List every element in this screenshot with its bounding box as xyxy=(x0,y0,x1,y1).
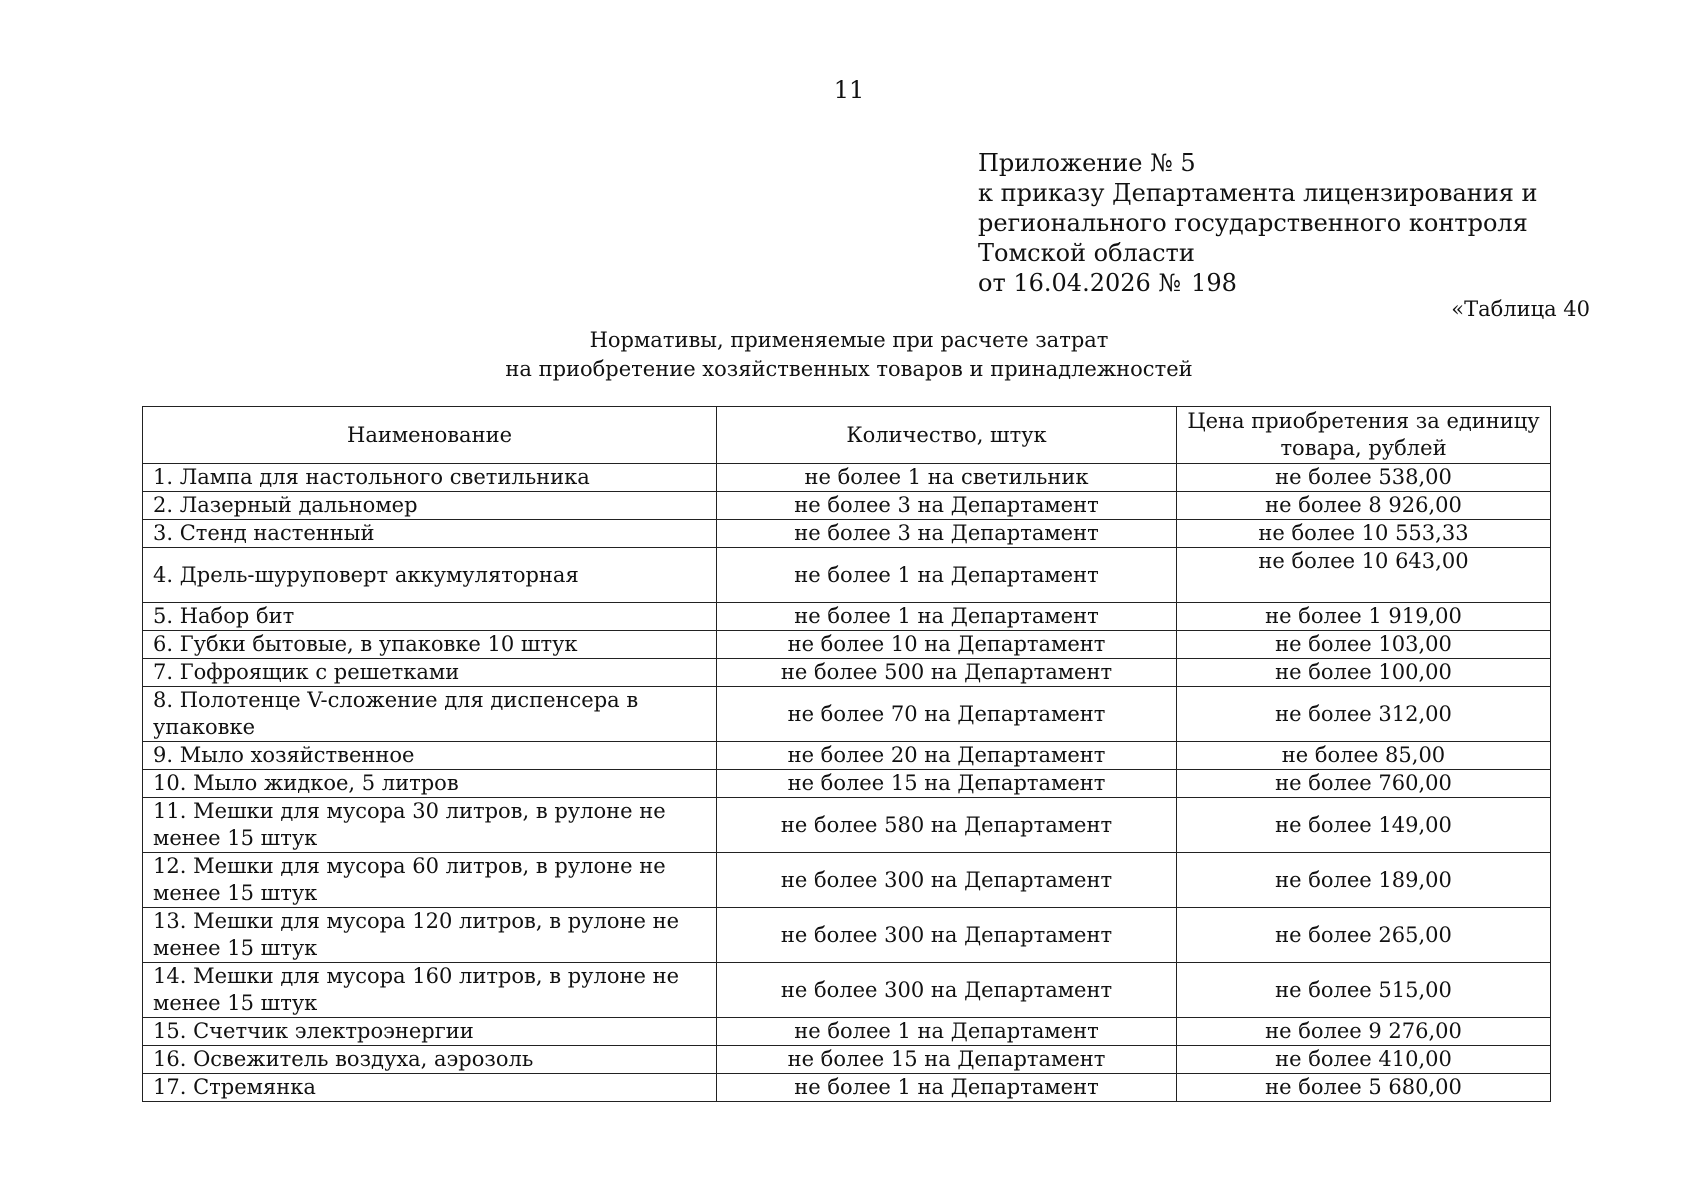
row-name: 9. Мыло хозяйственное xyxy=(143,742,717,770)
row-price: не более 760,00 xyxy=(1177,770,1551,798)
row-price: не более 10 553,33 xyxy=(1177,520,1551,548)
table-row xyxy=(143,631,1551,659)
row-quantity: не более 15 на Департамент xyxy=(717,1046,1177,1074)
row-quantity: не более 15 на Департамент xyxy=(717,770,1177,798)
row-name: 16. Освежитель воздуха, аэрозоль xyxy=(143,1046,717,1074)
row-name: 5. Набор бит xyxy=(143,603,717,631)
row-name: 15. Счетчик электроэнергии xyxy=(143,1018,717,1046)
table-row xyxy=(143,963,1551,1018)
row-price: не более 1 919,00 xyxy=(1177,603,1551,631)
table-title-line-2: на приобретение хозяйственных товаров и принадлежностей xyxy=(505,357,1193,381)
row-quantity: не более 300 на Департамент xyxy=(717,908,1177,963)
header-price: Цена приобретения за единицу товара, рублей xyxy=(1177,407,1551,464)
row-quantity: не более 20 на Департамент xyxy=(717,742,1177,770)
row-quantity: не более 3 на Департамент xyxy=(717,492,1177,520)
row-price: не более 189,00 xyxy=(1177,853,1551,908)
row-price: не более 149,00 xyxy=(1177,798,1551,853)
appendix-order-number: 198 xyxy=(1191,269,1237,297)
row-name: 17. Стремянка xyxy=(143,1074,717,1102)
row-quantity: не более 1 на Департамент xyxy=(717,1074,1177,1102)
row-name: 14. Мешки для мусора 160 литров, в рулоне не менее 15 штук xyxy=(143,963,717,1018)
header-quantity: Количество, штук xyxy=(717,407,1177,464)
row-price: не более 312,00 xyxy=(1177,687,1551,742)
table-row xyxy=(143,520,1551,548)
row-quantity: не более 1 на светильник xyxy=(717,464,1177,492)
table-row xyxy=(143,742,1551,770)
row-quantity: не более 1 на Департамент xyxy=(717,548,1177,603)
row-price: не более 9 276,00 xyxy=(1177,1018,1551,1046)
table-row xyxy=(143,1046,1551,1074)
row-quantity: не более 70 на Департамент xyxy=(717,687,1177,742)
row-price: не более 538,00 xyxy=(1177,464,1551,492)
table-row xyxy=(143,853,1551,908)
table-row xyxy=(143,687,1551,742)
table-row xyxy=(143,798,1551,853)
row-quantity: не более 1 на Департамент xyxy=(717,603,1177,631)
row-name: 6. Губки бытовые, в упаковке 10 штук xyxy=(143,631,717,659)
row-quantity: не более 10 на Департамент xyxy=(717,631,1177,659)
row-price: не более 103,00 xyxy=(1177,631,1551,659)
row-name: 8. Полотенце V-сложение для диспенсера в упаковке xyxy=(143,687,717,742)
header-name: Наименование xyxy=(143,407,717,464)
page-number: 11 xyxy=(833,76,865,104)
table-row xyxy=(143,492,1551,520)
row-name: 10. Мыло жидкое, 5 литров xyxy=(143,770,717,798)
table-row xyxy=(143,908,1551,963)
appendix-line-3: регионального государственного контроля xyxy=(978,209,1528,237)
row-quantity: не более 580 на Департамент xyxy=(717,798,1177,853)
row-price: не более 5 680,00 xyxy=(1177,1074,1551,1102)
row-price: не более 100,00 xyxy=(1177,659,1551,687)
table-row xyxy=(143,659,1551,687)
row-name: 12. Мешки для мусора 60 литров, в рулоне не менее 15 штук xyxy=(143,853,717,908)
row-price: не более 10 643,00 xyxy=(1177,548,1551,603)
table-row xyxy=(143,770,1551,798)
row-price: не более 85,00 xyxy=(1177,742,1551,770)
row-quantity: не более 1 на Департамент xyxy=(717,1018,1177,1046)
table-reference: «Таблица 40 xyxy=(1451,297,1590,321)
row-quantity: не более 300 на Департамент xyxy=(717,963,1177,1018)
row-name: 1. Лампа для настольного светильника xyxy=(143,464,717,492)
row-quantity: не более 300 на Департамент xyxy=(717,853,1177,908)
appendix-line-1: Приложение № 5 xyxy=(978,149,1196,177)
row-name: 7. Гофроящик с решетками xyxy=(143,659,717,687)
appendix-date: от 16.04.2026 № xyxy=(978,269,1182,297)
table-title xyxy=(0,326,1698,384)
row-price: не более 8 926,00 xyxy=(1177,492,1551,520)
table-row xyxy=(143,548,1551,603)
table-header-row xyxy=(143,407,1551,464)
row-name: 2. Лазерный дальномер xyxy=(143,492,717,520)
row-name: 13. Мешки для мусора 120 литров, в рулоне не менее 15 штук xyxy=(143,908,717,963)
row-quantity: не более 3 на Департамент xyxy=(717,520,1177,548)
table-row xyxy=(143,464,1551,492)
appendix-date-line xyxy=(978,268,1538,298)
appendix-line-4: Томской области xyxy=(978,239,1195,267)
row-price: не более 515,00 xyxy=(1177,963,1551,1018)
row-quantity: не более 500 на Департамент xyxy=(717,659,1177,687)
row-price: не более 410,00 xyxy=(1177,1046,1551,1074)
table-title-line-1: Нормативы, применяемые при расчете затрат xyxy=(589,328,1109,352)
table-row xyxy=(143,603,1551,631)
appendix-block xyxy=(978,148,1538,298)
row-price: не более 265,00 xyxy=(1177,908,1551,963)
appendix-line-2: к приказу Департамента лицензирования и xyxy=(978,179,1538,207)
table-row xyxy=(143,1018,1551,1046)
table-row xyxy=(143,1074,1551,1102)
row-name: 11. Мешки для мусора 30 литров, в рулоне не менее 15 штук xyxy=(143,798,717,853)
norms-table xyxy=(142,406,1551,1102)
row-name: 4. Дрель-шуруповерт аккумуляторная xyxy=(143,548,717,603)
row-name: 3. Стенд настенный xyxy=(143,520,717,548)
